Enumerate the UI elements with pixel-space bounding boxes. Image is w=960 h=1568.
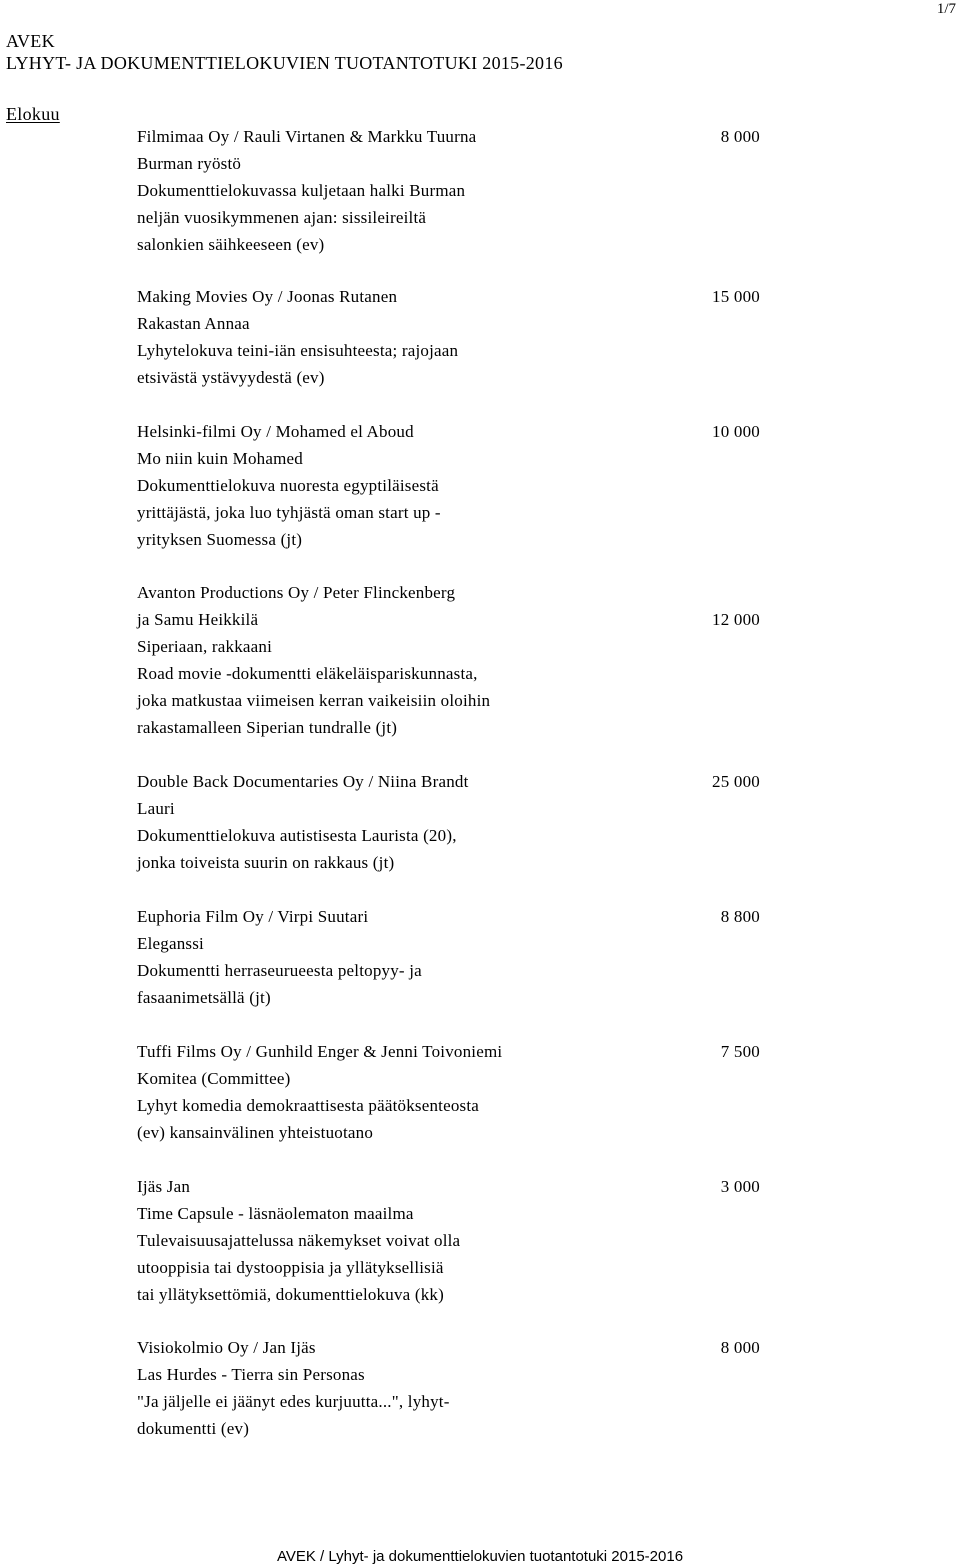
entry-text: Mo niin kuin Mohamed: [137, 449, 303, 468]
entry-text: Las Hurdes - Tierra sin Personas: [137, 1365, 365, 1384]
entry-text: Burman ryöstö: [137, 154, 242, 173]
grant-entry: [137, 283, 760, 391]
entry-line: [137, 930, 760, 957]
entry-line: [137, 687, 760, 714]
entry-line: [137, 660, 760, 687]
grant-entry: [137, 123, 760, 258]
entry-text: Lauri: [137, 799, 175, 818]
entry-line: [137, 633, 760, 660]
entry-text: Helsinki-filmi Oy / Mohamed el Aboud: [137, 422, 414, 441]
grant-amount: 8 000: [720, 1338, 760, 1357]
grant-entry: [137, 1334, 760, 1442]
entry-text: Komitea (Committee): [137, 1069, 291, 1088]
grant-amount: 3 000: [720, 1177, 760, 1196]
entry-text: Euphoria Film Oy / Virpi Suutari: [137, 907, 369, 926]
entry-text: Dokumenttielokuva nuoresta egyptiläisestä: [137, 476, 439, 495]
entry-line: [137, 364, 760, 391]
entry-text: Siperiaan, rakkaani: [137, 637, 273, 656]
entry-line: [137, 310, 760, 337]
entry-line: [137, 204, 760, 231]
grant-entry: [137, 1173, 760, 1308]
entry-line: [137, 714, 760, 741]
entry-producer: [137, 903, 760, 930]
entry-text: Eleganssi: [137, 934, 204, 953]
entry-line: [137, 177, 760, 204]
entry-line: [137, 606, 760, 633]
entry-text: Tulevaisuusajattelussa näkemykset voivat olla: [137, 1231, 461, 1250]
grant-amount: 12 000: [712, 610, 760, 629]
entry-producer: [137, 123, 760, 150]
grant-amount: 8 800: [720, 907, 760, 926]
entry-producer: [137, 1334, 760, 1361]
grant-entry: [137, 418, 760, 553]
entry-line: [137, 795, 760, 822]
section-title: Elokuu: [6, 104, 60, 124]
grant-amount: 15 000: [712, 287, 760, 306]
entry-text: Dokumenttielokuva autistisesta Laurista (20),: [137, 826, 457, 845]
entry-producer: [137, 768, 760, 795]
entry-text: neljän vuosikymmenen ajan: sissileireiltä: [137, 208, 427, 227]
entry-text: Ijäs Jan: [137, 1177, 191, 1196]
entry-line: [137, 231, 760, 258]
entry-text: Rakastan Annaa: [137, 314, 250, 333]
entry-line: [137, 337, 760, 364]
entry-text: salonkien säihkeeseen (ev): [137, 235, 325, 254]
grant-amount: 7 500: [720, 1042, 760, 1061]
entry-line: [137, 150, 760, 177]
entry-line: [137, 472, 760, 499]
entry-text: Lyhytelokuva teini-iän ensisuhteesta; rajojaan: [137, 341, 459, 360]
entry-text: yrittäjästä, joka luo tyhjästä oman start up -: [137, 503, 441, 522]
entry-line: [137, 1281, 760, 1308]
entry-text: Double Back Documentaries Oy / Niina Brandt: [137, 772, 469, 791]
entry-text: Filmimaa Oy / Rauli Virtanen & Markku Tuurna: [137, 127, 477, 146]
entry-text: etsivästä ystävyydestä (ev): [137, 368, 325, 387]
entry-line: [137, 1388, 760, 1415]
entry-producer: [137, 1038, 760, 1065]
entry-text: "Ja jäljelle ei jäänyt edes kurjuutta...", lyhyt-: [137, 1392, 450, 1411]
entry-text: Avanton Productions Oy / Peter Flinckenberg: [137, 583, 456, 602]
entry-text: Visiokolmio Oy / Jan Ijäs: [137, 1338, 316, 1357]
document-title: LYHYT- JA DOKUMENTTIELOKUVIEN TUOTANTOTUKI 2015-2016: [6, 53, 563, 73]
page-number: 1/7: [936, 1, 956, 17]
entry-text: rakastamalleen Siperian tundralle (jt): [137, 718, 398, 737]
entry-text: tai yllätyksettömiä, dokumenttielokuva (kk): [137, 1285, 444, 1304]
entry-producer: [137, 418, 760, 445]
entry-line: [137, 1254, 760, 1281]
entry-producer: [137, 579, 760, 606]
entry-text: yrityksen Suomessa (jt): [137, 530, 303, 549]
entry-text: Road movie -dokumentti eläkeläispariskunnasta,: [137, 664, 478, 683]
entry-line: [137, 957, 760, 984]
page-footer: AVEK / Lyhyt- ja dokumenttielokuvien tuotantotuki 2015-2016: [276, 1548, 684, 1565]
entry-text: ja Samu Heikkilä: [137, 610, 259, 629]
document-header: [6, 30, 563, 74]
entry-text: Making Movies Oy / Joonas Rutanen: [137, 287, 398, 306]
entry-line: [137, 984, 760, 1011]
entry-line: [137, 1227, 760, 1254]
entry-line: [137, 1119, 760, 1146]
entry-text: Dokumenttielokuvassa kuljetaan halki Burman: [137, 181, 466, 200]
grant-entry: [137, 768, 760, 876]
org-name: AVEK: [6, 31, 55, 51]
entry-line: [137, 499, 760, 526]
entry-line: [137, 1361, 760, 1388]
grant-entry: [137, 579, 760, 741]
entry-text: joka matkustaa viimeisen kerran vaikeisiin oloihin: [137, 691, 491, 710]
entry-line: [137, 1065, 760, 1092]
grant-entry: [137, 903, 760, 1011]
entry-line: [137, 1415, 760, 1442]
entry-line: [137, 822, 760, 849]
entry-text: utooppisia tai dystooppisia ja yllätyksellisiä: [137, 1258, 444, 1277]
grant-amount: 8 000: [720, 127, 760, 146]
entry-text: fasaanimetsällä (jt): [137, 988, 271, 1007]
entry-line: [137, 1092, 760, 1119]
entry-text: Time Capsule - läsnäolematon maailma: [137, 1204, 414, 1223]
entry-line: [137, 445, 760, 472]
grant-amount: 25 000: [712, 772, 760, 791]
entry-text: jonka toiveista suurin on rakkaus (jt): [137, 853, 395, 872]
entry-text: Tuffi Films Oy / Gunhild Enger & Jenni Toivoniemi: [137, 1042, 503, 1061]
entry-text: dokumentti (ev): [137, 1419, 250, 1438]
entry-line: [137, 849, 760, 876]
entry-producer: [137, 283, 760, 310]
grant-amount: 10 000: [712, 422, 760, 441]
entry-text: (ev) kansainvälinen yhteistuotano: [137, 1123, 374, 1142]
grant-entry: [137, 1038, 760, 1146]
entry-text: Lyhyt komedia demokraattisesta päätöksenteosta: [137, 1096, 480, 1115]
entry-producer: [137, 1173, 760, 1200]
entry-text: Dokumentti herraseurueesta peltopyy- ja: [137, 961, 422, 980]
entry-line: [137, 526, 760, 553]
entry-line: [137, 1200, 760, 1227]
